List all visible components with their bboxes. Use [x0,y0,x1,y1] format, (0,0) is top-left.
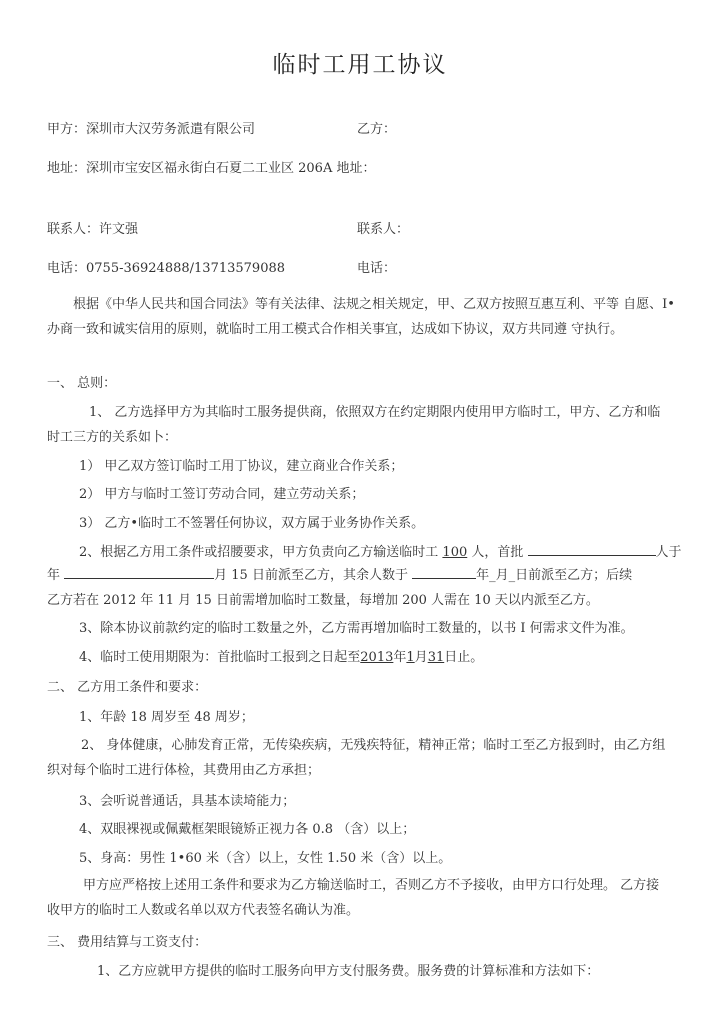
clause-1-4-text-d: 日止。 [444,650,484,665]
clause-1-1: 1、 乙方选择甲方为其临时工服务提供商，依照双方在约定期限内使用甲方临时工，甲方、乙方和临时工三方的关系如卜： [47,405,661,445]
clause-1-2-line3: 乙方若在 2012 年 11 月 15 日前需增加临时工数量，每增加 200 人需在 10 天以内派至乙方。 [47,593,599,608]
address-line: 地址：深圳市宝安区福永街白石夏二工业区 206A 地址： [47,161,376,176]
intro-paragraph: 根据《中华人民共和国合同法》等有关法律、法规之相关规定，甲、乙双方按照互惠互利、平等 自愿、I•办商一致和诚实信用的原则，就临时工用工模式合作相关事宜，达成如下协议，双方共同遵 守执行。 [47,297,675,337]
party-b-label: 乙方： [357,122,397,137]
term-year: 2013 [360,650,394,665]
contact-b: 联系人： [357,222,410,237]
phone-a: 电话：0755-36924888/13713579088 [47,261,286,276]
clause-2-5: 5、身高：男性 1•60 米（含）以上，女性 1.50 米（含）以上。 [79,851,452,866]
clause-1-2-text-c: 人于 [655,545,682,560]
clause-1-4-text-b: 年 [393,650,407,665]
worker-count: 100 [442,545,468,560]
phone-b: 电话： [357,261,397,276]
clause-1-2-line1 [79,541,682,560]
party-a-line: 甲方：深圳市大汉劳务派遣有限公司 [47,122,256,137]
section-2-title: 二、 乙方用工条件和要求： [47,680,208,695]
clause-1-1c: 3） 乙方•临时工不签署任何协议，双方属于业务协作关系。 [79,516,425,531]
clause-1-2-text-a: 2、根据乙方用工条件或招腰要求，甲方负责向乙方输送临时工 [79,545,439,560]
contact-a: 联系人：许文强 [47,222,139,237]
section-3-title: 三、 费用结算与工资支付： [47,935,208,950]
term-month: 1 [406,650,415,665]
blank-remaining [412,566,476,579]
clause-1-2-text-f: 年_月_日前派至乙方；后续 [476,568,633,583]
clause-1-1a: 1） 甲乙双方签订临时工用丁协议，建立商业合作关系； [79,459,404,474]
clause-1-4-text-c: 月 [414,650,428,665]
clause-1-1b: 2） 甲方与临时工签订劳动合同，建立劳动关系； [79,487,365,502]
clause-2-3: 3、会听说普通话，具基本读埼能力； [79,794,296,809]
clause-1-2-text-d: 年 [47,568,61,583]
section-1-title: 一、 总则： [47,376,117,391]
clause-2-1: 1、年龄 18 周岁至 48 周岁； [79,710,254,725]
clause-1-2-text-e: 月 15 日前派至乙方，其余人数于 [214,568,408,583]
clause-1-3: 3、除本协议前款约定的临时工数量之外，乙方需再增加临时工数量的，以书 I 何需求文件为准。 [79,621,634,636]
clause-2-4: 4、双眼裸视或佩戴框架眼镜矫正视力各 0.8 （含）以上； [79,822,416,837]
clause-1-4 [79,646,483,665]
document-title: 临时工用工协议 [272,52,448,78]
term-day: 31 [427,650,445,665]
clause-1-2-line2 [47,564,632,583]
section-2-note: 甲方应严格按上述用工条件和要求为乙方输送临时工，否则乙方不予接收，由甲方口行处理。 乙方接收甲方的临时工人数或名单以双方代表签名确认为准。 [47,878,660,918]
blank-year [64,566,214,579]
clause-2-2: 2、 身体健康，心肺发育正常，无传染疾病，无残疾特征，精神正常；临时工至乙方报到时，由乙方组织对每个临时工进行体检，其费用由乙方承担； [47,738,666,778]
blank-first-batch [528,543,656,556]
clause-3-1: 1、乙方应就甲方提供的临时工服务向甲方支付服务费。服务费的计算标准和方法如下： [97,964,600,979]
clause-1-2-text-b: 人，首批 [471,545,524,560]
clause-1-4-text-a: 4、临时工使用期限为：首批临时工报到之日起至 [79,650,361,665]
